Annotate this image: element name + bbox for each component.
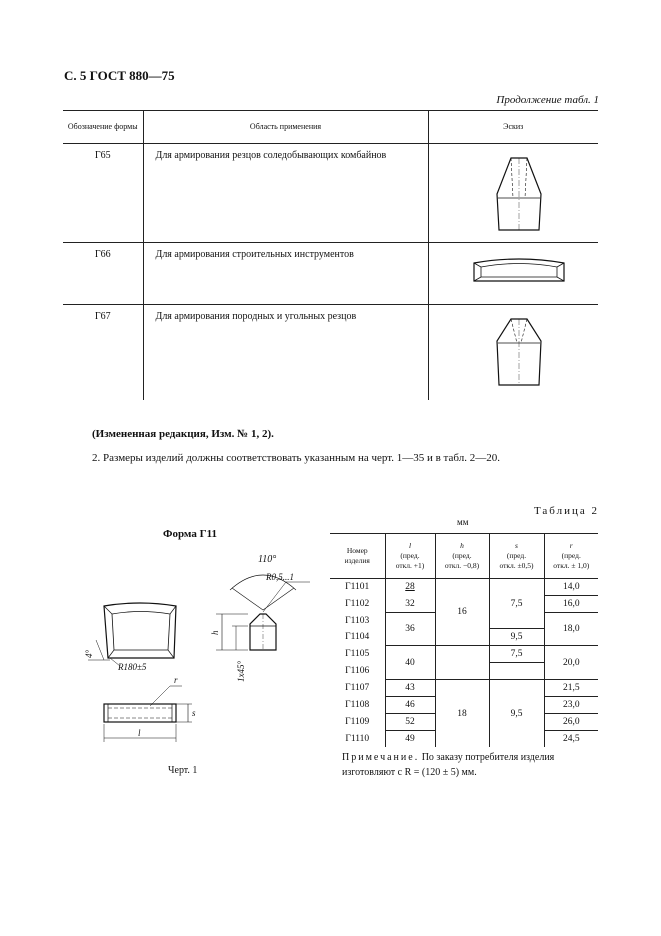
value-s: 9,5 (489, 680, 544, 748)
change-note: (Измененная редакция, Изм. № 1, 2). (92, 428, 274, 440)
table2-unit: мм (457, 517, 469, 527)
column-header-sketch: Эскиз (428, 111, 598, 144)
value-s-empty (489, 663, 544, 680)
chamfer-label: 1х45° (236, 660, 246, 682)
table-row (330, 646, 598, 663)
table-row (330, 680, 598, 697)
table-row (63, 144, 598, 243)
drawing-form-g11 (80, 540, 320, 755)
item-number: Г1103 (345, 615, 370, 626)
top-view (88, 603, 176, 666)
value-s: 9,5 (489, 629, 544, 646)
blunt-pointed-insert-icon (489, 317, 549, 389)
item-number: Г1110 (345, 733, 370, 744)
note-label: Примечание. (342, 752, 420, 763)
value-r: 24,5 (544, 731, 598, 748)
value-s: 7,5 (489, 646, 544, 663)
column-header-l: l (пред. откл. +1) (385, 534, 435, 579)
flat-plate-insert-icon (469, 253, 569, 287)
column-header-number: Номер изделия (330, 534, 385, 579)
form-code: Г66 (63, 243, 143, 305)
value-l: 36 (385, 613, 435, 646)
value-l: 46 (385, 697, 435, 714)
table2-note (342, 751, 598, 780)
height-label: h (210, 630, 220, 635)
page-header: С. 5 ГОСТ 880—75 (64, 68, 175, 83)
note-text: По заказу потребителя изделия изготовляют с R = (120 ± 5) мм. (342, 752, 555, 778)
column-header-code: Обозначение формы (63, 111, 143, 144)
r-label: r (174, 675, 178, 685)
item-number: Г1108 (345, 700, 370, 710)
column-header-r: r (пред. откл. ± 1,0) (544, 534, 598, 579)
sketch-cell (428, 144, 598, 243)
table-row (63, 243, 598, 305)
forms-table (63, 110, 598, 400)
dimensions-table (330, 533, 598, 747)
value-r: 23,0 (544, 697, 598, 714)
table-row (63, 305, 598, 401)
value-l: 43 (385, 680, 435, 697)
pointed-insert-icon (489, 156, 549, 236)
s-label: s (192, 708, 196, 718)
item-number: Г1105 (345, 649, 370, 659)
value-r: 14,0 (544, 579, 598, 596)
value-r: 20,0 (544, 646, 598, 680)
value-r: 18,0 (544, 613, 598, 646)
form-use: Для армирования породных и угольных резцов (143, 305, 428, 401)
front-view (104, 686, 192, 742)
form-use: Для армирования строительных инструментов (143, 243, 428, 305)
side-angle-label: 4° (84, 649, 94, 658)
value-l: 40 (385, 646, 435, 680)
form-use: Для армирования резцов соледобывающих комбайнов (143, 144, 428, 243)
table-continuation-label: Продолжение табл. 1 (496, 94, 599, 106)
item-number: Г1106 (345, 666, 370, 676)
value-h: 16 (435, 579, 489, 646)
value-l: 32 (385, 596, 435, 613)
radius-tip-label: R0,5...1 (266, 572, 294, 582)
value-r: 16,0 (544, 596, 598, 613)
value-r: 21,5 (544, 680, 598, 697)
form-code: Г65 (63, 144, 143, 243)
angle-label: 110° (258, 554, 277, 565)
column-header-s: s (пред. откл. ±0,5) (489, 534, 544, 579)
paragraph-2: 2. Размеры изделий должны соответствовать указанным на черт. 1—35 и в табл. 2—20. (92, 452, 500, 464)
item-number: Г1109 (345, 717, 370, 727)
figure-title: Форма Г11 (163, 528, 217, 540)
column-header-use: Область применения (143, 111, 428, 144)
column-header-h: h (пред. откл. −0,8) (435, 534, 489, 579)
sketch-cell (428, 243, 598, 305)
value-l: 52 (385, 714, 435, 731)
side-view (216, 575, 310, 650)
form-code: Г67 (94, 311, 111, 322)
value-s: 7,5 (489, 579, 544, 629)
radius-base-label: R180±5 (118, 662, 147, 672)
figure-caption: Черт. 1 (168, 765, 198, 776)
value-h-empty (435, 646, 489, 680)
item-number: Г1102 (345, 599, 370, 609)
value-l: 28 (385, 579, 435, 596)
value-h: 18 (435, 680, 489, 748)
sketch-cell (428, 305, 598, 401)
item-number: Г1107 (345, 683, 370, 693)
table2-title: Таблица 2 (533, 505, 599, 517)
value-r: 26,0 (544, 714, 598, 731)
item-number: Г1104 (345, 632, 370, 642)
item-number: Г1101 (345, 582, 370, 593)
value-l: 49 (385, 731, 435, 748)
table-row (330, 579, 598, 596)
length-label: l (138, 728, 141, 738)
